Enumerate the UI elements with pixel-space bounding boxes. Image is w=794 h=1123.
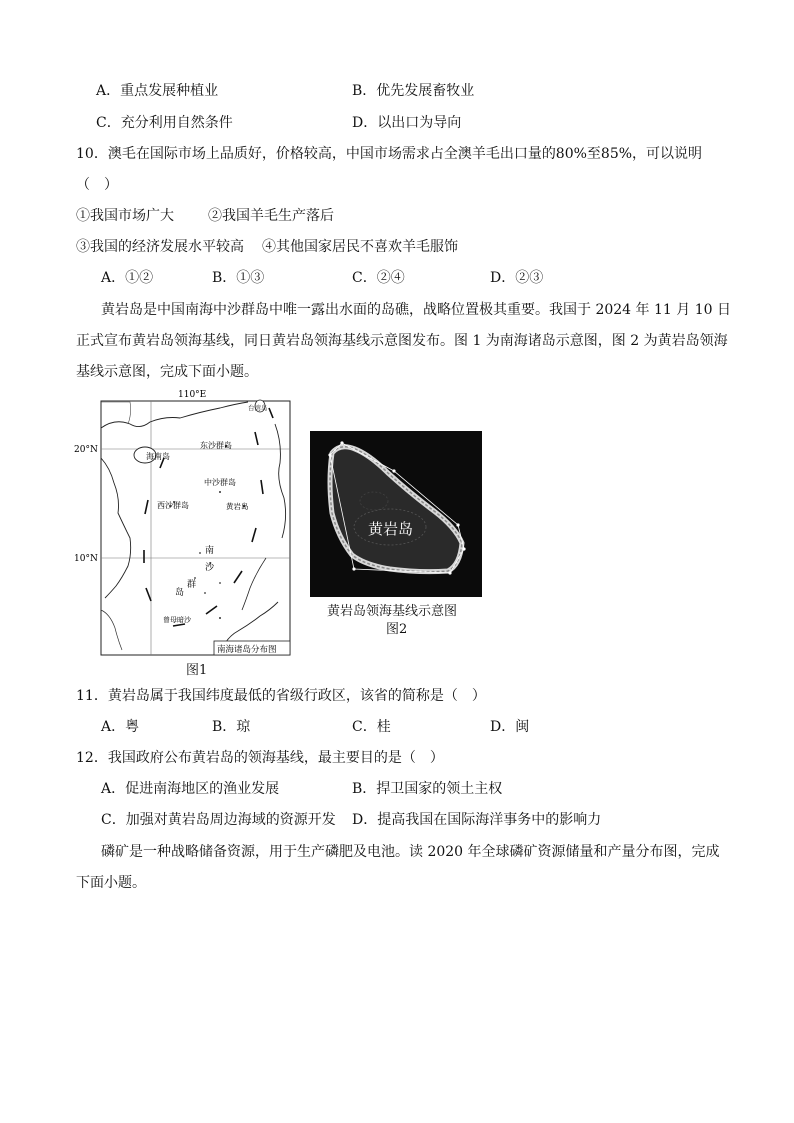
- fig1-lon-label: 110°E: [178, 390, 207, 400]
- q11-option-a[interactable]: A．粤: [101, 719, 140, 735]
- q10-option-a[interactable]: A．①②: [101, 270, 154, 286]
- q11-option-d[interactable]: D．闽: [490, 719, 530, 735]
- fig1-label-huangyan: 黄岩岛: [226, 502, 249, 511]
- q9-option-d[interactable]: D．以出口为导向: [352, 115, 462, 131]
- q12-option-b[interactable]: B．捍卫国家的领土主权: [352, 781, 503, 797]
- q9-option-b[interactable]: B．优先发展畜牧业: [352, 83, 475, 99]
- fig1-label-hainan: 海南岛: [146, 452, 170, 461]
- fig1-label-qun: 群: [187, 580, 197, 590]
- q10-option-d[interactable]: D．②③: [490, 270, 544, 286]
- fig2-title: 黄岩岛领海基线示意图: [327, 604, 458, 619]
- passage2-line-2: 下面小题。: [76, 875, 146, 891]
- q10-statement-3: ③我国的经济发展水平较高: [76, 239, 244, 255]
- q10-option-c[interactable]: C．②④: [352, 270, 405, 286]
- q10-stem: 10．澳毛在国际市场上品质好，价格较高，中国市场需求占全澳羊毛出口量的80%至85%，可以说明: [76, 146, 703, 162]
- q11-option-c[interactable]: C．桂: [352, 719, 391, 735]
- figure-2-baseline-map: [310, 431, 482, 597]
- fig1-label-dongsha: 东沙群岛: [200, 441, 232, 450]
- fig1-label-nan: 南: [205, 546, 215, 556]
- fig1-label-xisha: 西沙群岛: [157, 501, 189, 510]
- q9-option-a[interactable]: A．重点发展种植业: [96, 83, 219, 99]
- q12-stem: 12．我国政府公布黄岩岛的领海基线，最主要目的是（ ）: [76, 750, 444, 766]
- figure-1-map: [70, 388, 300, 658]
- fig1-label-zengmu: 曾母暗沙: [163, 616, 191, 624]
- fig1-caption: 图1: [186, 663, 208, 678]
- q12-option-c[interactable]: C．加强对黄岩岛周边海域的资源开发: [101, 812, 336, 828]
- fig2-caption: 图2: [386, 622, 408, 637]
- q11-stem: 11．黄岩岛属于我国纬度最低的省级行政区，该省的简称是（ ）: [76, 688, 486, 704]
- fig1-legend: 南海诸岛分布图: [217, 645, 277, 655]
- q10-option-b[interactable]: B．①③: [212, 270, 265, 286]
- fig1-label-zhongsha: 中沙群岛: [204, 478, 236, 487]
- q10-statement-1: ①我国市场广大: [76, 208, 174, 224]
- fig1-label-dao: 岛: [175, 588, 185, 598]
- q12-option-a[interactable]: A．促进南海地区的渔业发展: [101, 781, 280, 797]
- q11-option-b[interactable]: B．琼: [212, 719, 251, 735]
- passage1-line-3: 基线示意图，完成下面小题。: [76, 364, 258, 380]
- q9-option-c[interactable]: C．充分利用自然条件: [96, 115, 233, 131]
- q10-answer-paren: （ ）: [76, 177, 118, 193]
- fig1-lat-20: 20°N: [74, 445, 98, 455]
- fig1-label-sha: 沙: [205, 563, 215, 573]
- fig1-lat-10: 10°N: [74, 554, 98, 564]
- q10-statement-4: ④其他国家居民不喜欢羊毛服饰: [262, 239, 458, 255]
- passage1-line-2: 正式宣布黄岩岛领海基线，同日黄岩岛领海基线示意图发布。图 1 为南海诸岛示意图，图 2 为黄岩岛领海: [76, 333, 728, 349]
- passage1-line-1: 黄岩岛是中国南海中沙群岛中唯一露出水面的岛礁，战略位置极其重要。我国于 2024 年 11 月 10 日: [101, 302, 731, 318]
- fig1-label-taiwan: 台湾岛: [248, 404, 268, 412]
- fig2-island-label: 黄岩岛: [368, 520, 414, 538]
- q12-option-d[interactable]: D．提高我国在国际海洋事务中的影响力: [352, 812, 602, 828]
- q10-statement-2: ②我国羊毛生产落后: [208, 208, 334, 224]
- passage2-line-1: 磷矿是一种战略储备资源，用于生产磷肥及电池。读 2020 年全球磷矿资源储量和产量分布图，完成: [101, 844, 720, 860]
